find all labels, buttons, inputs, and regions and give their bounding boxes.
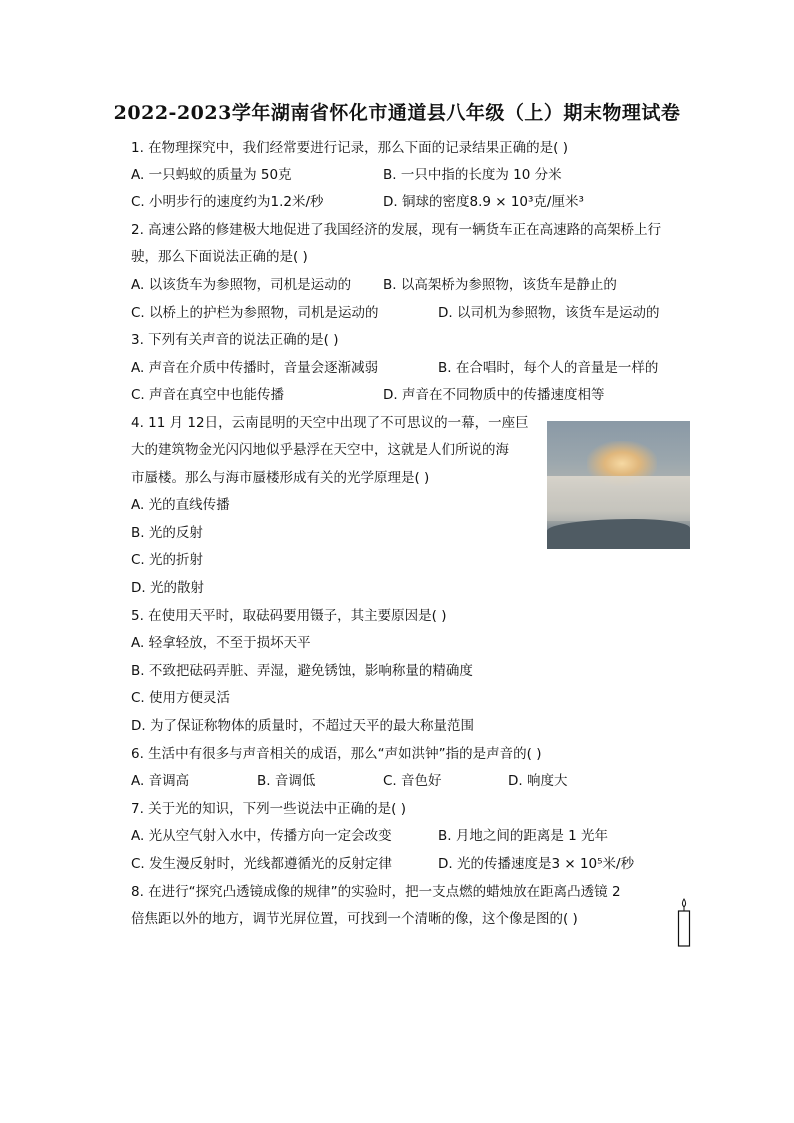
mirage-photo	[547, 421, 690, 549]
q7-option-d: D. 光的传播速度是3 × 10⁵米/秒	[438, 856, 635, 872]
candle-icon	[677, 898, 691, 948]
q2-option-d: D. 以司机为参照物，该货车是运动的	[438, 305, 660, 321]
q5-option-d: D. 为了保证称物体的质量时，不超过天平的最大称量范围	[131, 718, 474, 734]
q6-option-a: A. 音调高	[131, 773, 190, 789]
q5-option-b: B. 不致把砝码弄脏、弄湿，避免锈蚀，影响称量的精确度	[131, 663, 473, 679]
q1-stem: 1. 在物理探究中，我们经常要进行记录，那么下面的记录结果正确的是( )	[131, 140, 568, 156]
q3-option-a: A. 声音在介质中传播时，音量会逐渐减弱	[131, 360, 379, 376]
q2-stem-line1: 2. 高速公路的修建极大地促进了我国经济的发展，现有一辆货车正在高速路的高架桥上行	[131, 222, 662, 238]
mirage-fog	[547, 476, 690, 521]
q4-stem-line1: 4. 11 月 12日，云南昆明的天空中出现了不可思议的一幕，一座巨	[131, 415, 529, 431]
q2-option-c: C. 以桥上的护栏为参照物，司机是运动的	[131, 305, 379, 321]
q3-option-d: D. 声音在不同物质中的传播速度相等	[383, 387, 605, 403]
q4-option-c: C. 光的折射	[131, 552, 204, 568]
q5-option-c: C. 使用方便灵活	[131, 690, 231, 706]
q6-option-d: D. 响度大	[508, 773, 568, 789]
q3-option-c: C. 声音在真空中也能传播	[131, 387, 285, 403]
q3-option-b: B. 在合唱时，每个人的音量是一样的	[438, 360, 659, 376]
q4-stem-line2: 大的建筑物金光闪闪地似乎悬浮在天空中，这就是人们所说的海	[131, 442, 509, 458]
q7-option-c: C. 发生漫反射时，光线都遵循光的反射定律	[131, 856, 393, 872]
q2-stem-line2: 驶，那么下面说法正确的是( )	[131, 249, 308, 265]
q5-stem: 5. 在使用天平时，取砝码要用镊子，其主要原因是( )	[131, 608, 447, 624]
q6-option-c: C. 音色好	[383, 773, 442, 789]
q2-option-b: B. 以高架桥为参照物，该货车是静止的	[383, 277, 617, 293]
q4-option-d: D. 光的散射	[131, 580, 204, 596]
q7-option-b: B. 月地之间的距离是 1 光年	[438, 828, 609, 844]
q8-stem-line2: 倍焦距以外的地方，调节光屏位置，可找到一个清晰的像，这个像是图的( )	[131, 911, 578, 927]
q8-stem-line1: 8. 在进行“探究凸透镜成像的规律”的实验时，把一支点燃的蜡烛放在距离凸透镜 2	[131, 884, 621, 900]
q2-option-a: A. 以该货车为参照物，司机是运动的	[131, 277, 352, 293]
q6-stem: 6. 生活中有很多与声音相关的成语，那么“声如洪钟”指的是声音的( )	[131, 746, 542, 762]
q1-option-c: C. 小明步行的速度约为1.2米/秒	[131, 194, 324, 210]
q4-stem-line3: 市蜃楼。那么与海市蜃楼形成有关的光学原理是( )	[131, 470, 430, 486]
q1-option-b: B. 一只中指的长度为 10 分米	[383, 167, 562, 183]
q7-stem: 7. 关于光的知识，下列一些说法中正确的是( )	[131, 801, 406, 817]
page-title: 2022-2023学年湖南省怀化市通道县八年级（上）期末物理试卷	[113, 102, 681, 124]
q4-option-a: A. 光的直线传播	[131, 497, 230, 513]
q6-option-b: B. 音调低	[257, 773, 316, 789]
q3-stem: 3. 下列有关声音的说法正确的是( )	[131, 332, 339, 348]
q1-option-d: D. 铜球的密度8.9 × 10³克/厘米³	[383, 194, 584, 210]
mirage-hills	[547, 519, 690, 549]
q7-option-a: A. 光从空气射入水中，传播方向一定会改变	[131, 828, 392, 844]
q5-option-a: A. 轻拿轻放，不至于损坏天平	[131, 635, 311, 651]
q4-option-b: B. 光的反射	[131, 525, 203, 541]
q1-option-a: A. 一只蚂蚁的质量为 50克	[131, 167, 292, 183]
